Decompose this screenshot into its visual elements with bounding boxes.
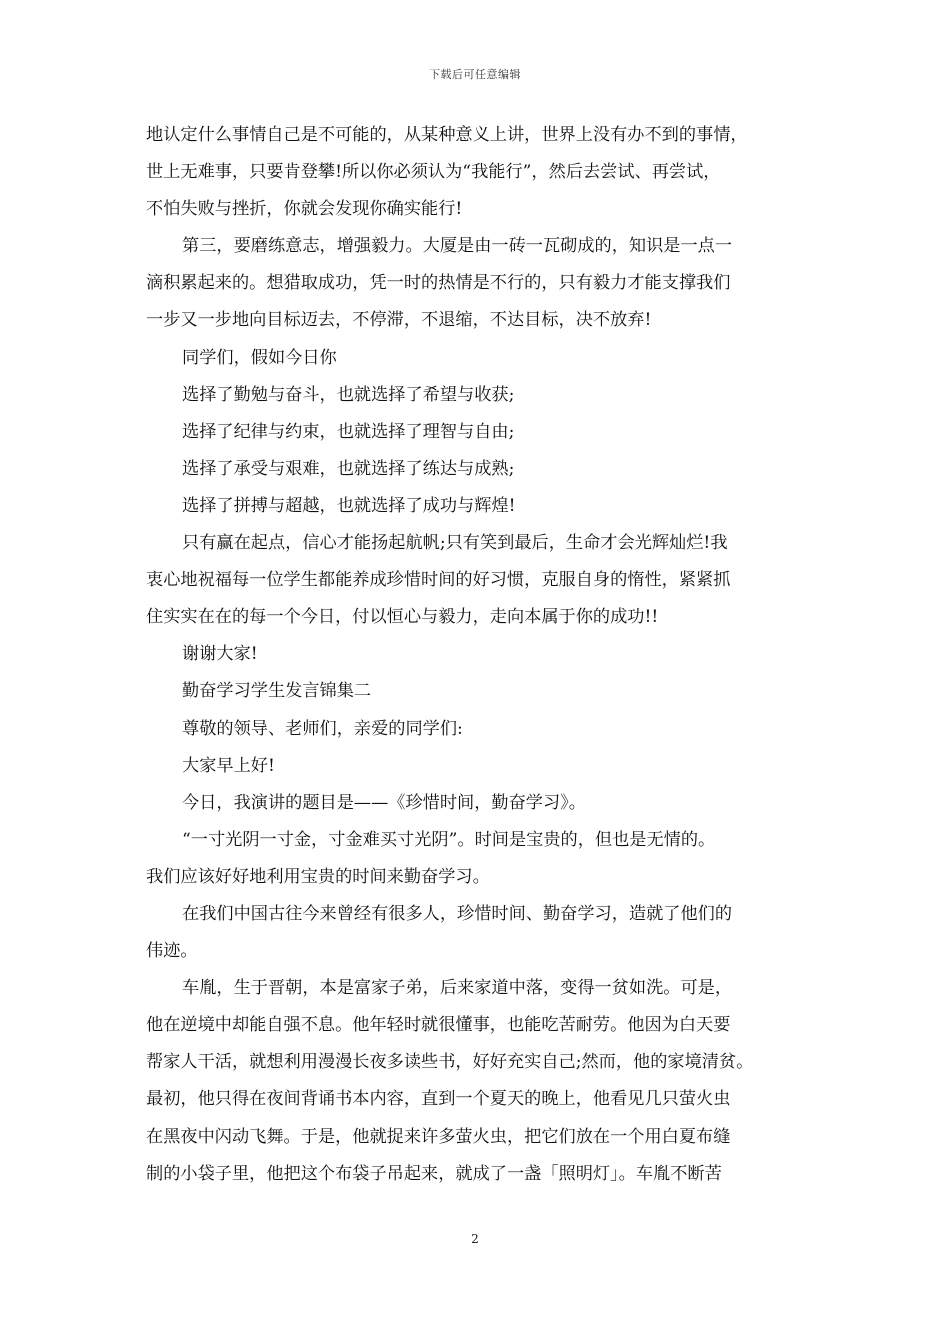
text-line: 伟迹。	[146, 941, 198, 962]
text-line: 谢谢大家!	[182, 644, 258, 665]
text-line: 地认定什么事情自己是不可能的，从某种意义上讲，世界上没有办不到的事情，	[146, 125, 748, 145]
document-body	[146, 117, 814, 1193]
text-line: 滴积累起来的。想猎取成功，凭一时的热情是不行的，只有毅力才能支撑我们	[146, 273, 731, 294]
text-line: 他在逆境中却能自强不息。他年轻时就很懂事，也能吃苦耐劳。他因为白天要	[146, 1015, 731, 1036]
text-line: 选择了勤勉与奋斗，也就选择了希望与收获;	[182, 384, 515, 405]
text-line: 最初，他只得在夜间背诵书本内容，直到一个夏天的晚上，他看见几只萤火虫	[146, 1089, 731, 1110]
text-line: 只有赢在起点，信心才能扬起航帆;只有笑到最后，生命才会光辉灿烂!我	[182, 533, 728, 554]
text-line: 在黑夜中闪动飞舞。于是，他就捉来许多萤火虫，把它们放在一个用白夏布缝	[146, 1126, 731, 1147]
page-header: 下载后可任意编辑	[429, 68, 521, 81]
page-number: 2	[471, 1232, 479, 1246]
text-line: 我们应该好好地利用宝贵的时间来勤奋学习。	[146, 866, 490, 887]
text-line: 选择了承受与艰难，也就选择了练达与成熟;	[182, 458, 515, 479]
text-line: 不怕失败与挫折，你就会发现你确实能行!	[146, 199, 463, 220]
text-line: 在我们中国古往今来曾经有很多人，珍惜时间、勤奋学习，造就了他们的	[182, 903, 733, 924]
text-line: 世上无难事，只要肯登攀!所以你必须认为“我能行”，然后去尝试、再尝试，	[146, 162, 721, 183]
text-line: 选择了拼搏与超越，也就选择了成功与辉煌!	[182, 495, 516, 516]
text-line: 大家早上好!	[182, 755, 275, 776]
text-line: 勤奋学习学生发言锦集二	[182, 681, 372, 702]
text-line: “一寸光阴一寸金，寸金难买寸光阴”。时间是宝贵的，但也是无情的。	[182, 829, 716, 850]
text-line: 衷心地祝福每一位学生都能养成珍惜时间的好习惯，克服自身的惰性，紧紧抓	[146, 570, 731, 591]
text-line: 同学们，假如今日你	[182, 347, 337, 368]
text-line: 今日，我演讲的题目是——《珍惜时间，勤奋学习》。	[182, 792, 586, 813]
text-line: 制的小袋子里，他把这个布袋子吊起来，就成了一盏「照明灯」。车胤不断苦	[146, 1163, 722, 1184]
text-line: 住实实在在的每一个今日，付以恒心与毅力，走向本属于你的成功!!	[146, 607, 659, 628]
text-line: 车胤，生于晋朝，本是富家子弟，后来家道中落，变得一贫如洗。可是，	[182, 978, 733, 999]
text-line: 选择了纪律与约束，也就选择了理智与自由;	[182, 421, 515, 442]
text-line: 尊敬的领导、老师们，亲爱的同学们:	[182, 718, 463, 739]
text-line: 一步又一步地向目标迈去，不停滞，不退缩，不达目标，决不放弃!	[146, 310, 652, 331]
text-line: 帮家人干活，就想利用漫漫长夜多读些书，好好充实自己;然而，他的家境清贫。	[146, 1052, 754, 1073]
text-line: 第三，要磨练意志，增强毅力。大厦是由一砖一瓦砌成的，知识是一点一	[182, 236, 733, 257]
